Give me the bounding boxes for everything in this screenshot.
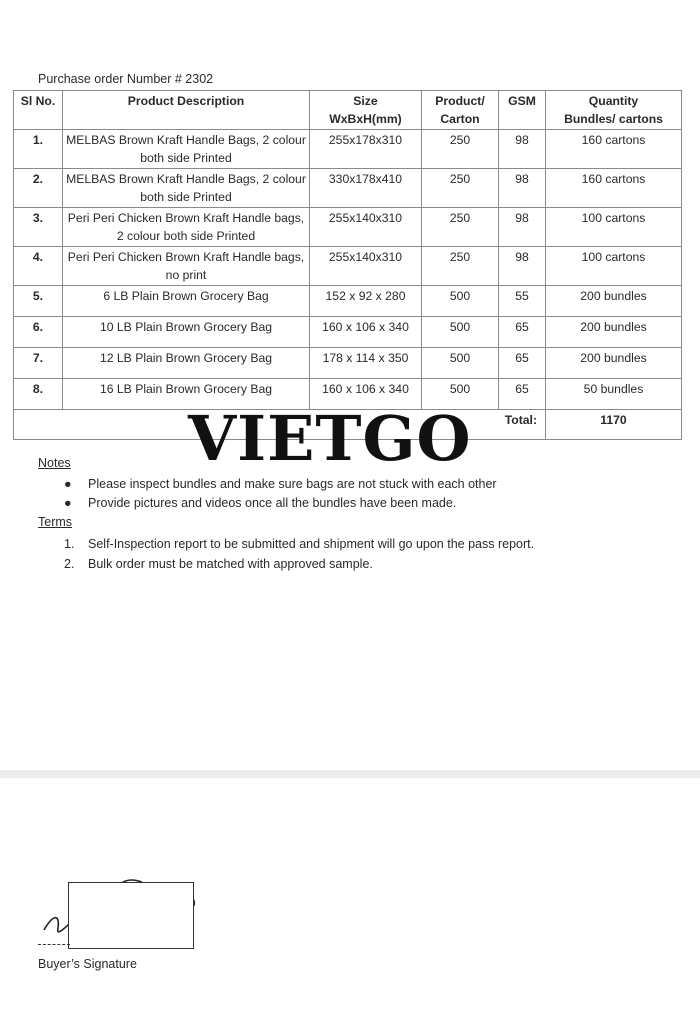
cell-per-carton: 250 (422, 169, 499, 208)
cell-per-carton: 500 (422, 317, 499, 348)
cell-sl: 5. (14, 286, 63, 317)
cell-description: MELBAS Brown Kraft Handle Bags, 2 colour both side Printed (63, 169, 310, 208)
cell-description: 6 LB Plain Brown Grocery Bag (63, 286, 310, 317)
cell-gsm: 65 (499, 348, 546, 379)
header-sl: Sl No. (14, 91, 63, 130)
cell-per-carton: 250 (422, 208, 499, 247)
cell-description: MELBAS Brown Kraft Handle Bags, 2 colour both side Printed (63, 130, 310, 169)
cell-size: 152 x 92 x 280 (310, 286, 422, 317)
cell-per-carton: 500 (422, 348, 499, 379)
cell-size: 178 x 114 x 350 (310, 348, 422, 379)
header-gsm: GSM (499, 91, 546, 130)
cell-gsm: 98 (499, 130, 546, 169)
table-row (14, 169, 682, 208)
signature-line (38, 944, 70, 945)
cell-quantity: 160 cartons (546, 169, 682, 208)
cell-size: 255x140x310 (310, 208, 422, 247)
cell-sl: 2. (14, 169, 63, 208)
notes-title: Notes (38, 456, 71, 470)
cell-sl: 8. (14, 379, 63, 410)
table-row (14, 286, 682, 317)
cell-size: 255x178x310 (310, 130, 422, 169)
cell-gsm: 55 (499, 286, 546, 317)
cell-description: 12 LB Plain Brown Grocery Bag (63, 348, 310, 379)
cell-gsm: 65 (499, 317, 546, 348)
term-text: Self-Inspection report to be submitted and shipment will go upon the pass report. (88, 537, 535, 551)
cell-size: 160 x 106 x 340 (310, 379, 422, 410)
note-text: Please inspect bundles and make sure bags are not stuck with each other (88, 477, 497, 491)
header-per-carton: Product/ Carton (422, 91, 499, 130)
cell-sl: 1. (14, 130, 63, 169)
list-item (64, 555, 534, 575)
vietgo-watermark: VIETGO (188, 402, 472, 475)
list-item (64, 494, 497, 513)
purchase-order-table (13, 90, 682, 440)
cell-description: 16 LB Plain Brown Grocery Bag (63, 379, 310, 410)
total-value: 1170 (546, 410, 682, 440)
cell-description: 10 LB Plain Brown Grocery Bag (63, 317, 310, 348)
total-label: Total: (14, 410, 546, 440)
list-item (64, 535, 534, 555)
header-quantity: Quantity Bundles/ cartons (546, 91, 682, 130)
cell-quantity: 200 bundles (546, 348, 682, 379)
cell-sl: 4. (14, 247, 63, 286)
table-row (14, 317, 682, 348)
cell-gsm: 98 (499, 208, 546, 247)
cell-per-carton: 250 (422, 247, 499, 286)
cell-per-carton: 500 (422, 286, 499, 317)
cell-quantity: 200 bundles (546, 286, 682, 317)
cell-per-carton: 250 (422, 130, 499, 169)
header-description: Product Description (63, 91, 310, 130)
table-row (14, 130, 682, 169)
list-item (64, 475, 497, 494)
cell-quantity: 100 cartons (546, 208, 682, 247)
table-header-row (14, 91, 682, 130)
cell-quantity: 100 cartons (546, 247, 682, 286)
cell-description: Peri Peri Chicken Brown Kraft Handle bags, 2 colour both side Printed (63, 208, 310, 247)
table-row (14, 208, 682, 247)
cell-sl: 6. (14, 317, 63, 348)
cell-gsm: 98 (499, 169, 546, 208)
term-text: Bulk order must be matched with approved sample. (88, 556, 373, 571)
terms-title: Terms (38, 515, 73, 529)
cell-size: 160 x 106 x 340 (310, 317, 422, 348)
note-text: Provide pictures and videos once all the bundles have been made. (88, 496, 457, 510)
term-number: 1. (64, 537, 75, 551)
cell-gsm: 65 (499, 379, 546, 410)
notes-list (64, 475, 497, 513)
term-number: 2. (64, 556, 75, 571)
cell-sl: 7. (14, 348, 63, 379)
cell-sl: 3. (14, 208, 63, 247)
cell-per-carton: 500 (422, 379, 499, 410)
bullet-icon: ● (64, 477, 72, 491)
cell-description: Peri Peri Chicken Brown Kraft Handle bags, no print (63, 247, 310, 286)
cell-gsm: 98 (499, 247, 546, 286)
page-divider (0, 770, 700, 778)
po-number: Purchase order Number # 2302 (38, 72, 214, 86)
cell-quantity: 160 cartons (546, 130, 682, 169)
cell-size: 330x178x410 (310, 169, 422, 208)
cell-quantity: 200 bundles (546, 317, 682, 348)
bullet-icon: ● (64, 496, 72, 510)
cell-size: 255x140x310 (310, 247, 422, 286)
header-size: Size WxBxH(mm) (310, 91, 422, 130)
table-row (14, 348, 682, 379)
buyer-signature-label: Buyer’s Signature (38, 957, 137, 971)
terms-list (64, 535, 534, 574)
redacted-signature-box (68, 882, 194, 949)
table-row (14, 247, 682, 286)
cell-quantity: 50 bundles (546, 379, 682, 410)
